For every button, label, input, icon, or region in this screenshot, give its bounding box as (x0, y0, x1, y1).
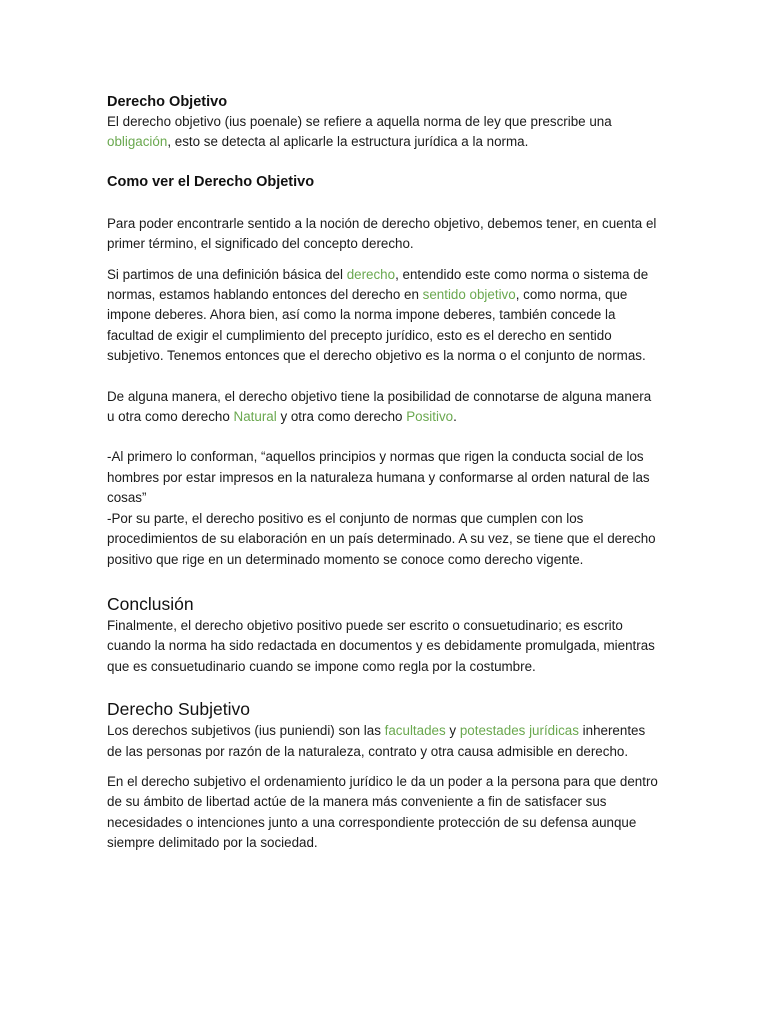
text-span: y otra como derecho (276, 409, 407, 425)
paragraph-como-ver-1: Para poder encontrarle sentido a la noción de derecho objetivo, debemos tener, en cuenta el primer término, el significado del concepto derecho. (107, 215, 657, 252)
text-span: , entendido este como norma o sistema de normas, estamos hablando entonces del derecho en (107, 266, 649, 303)
paragraph-como-ver-2 (107, 265, 662, 367)
paragraph-derecho-objetivo (107, 112, 662, 153)
heading-derecho-subjetivo: Derecho Subjetivo (107, 699, 250, 720)
heading-como-ver: Como ver el Derecho Objetivo (107, 173, 315, 190)
link-potestades-juridicas[interactable]: potestades jurídicas (459, 723, 579, 739)
link-obligacion[interactable]: obligación (107, 134, 168, 150)
text-span: El derecho objetivo (ius poenale) se refiere a aquella norma de ley que prescribe una (107, 114, 612, 129)
text-span: y (445, 723, 460, 739)
text-span: De alguna manera, el derecho objetivo tiene la posibilidad de connotarse de alguna manera u otra como derecho (107, 388, 652, 425)
link-positivo[interactable]: Positivo (406, 409, 454, 425)
paragraph-como-ver-4: -Al primero lo conforman, “aquellos principios y normas que rigen la conducta social de los hombres por estar impresos en la naturaleza humana y conformarse al orden natural de las cosas” (107, 449, 650, 506)
document-page (107, 92, 662, 854)
link-natural[interactable]: Natural (233, 409, 277, 425)
text-span: inherentes de las personas por razón de la naturaleza, contrato y otra causa admisible en derecho. (107, 723, 646, 759)
link-derecho[interactable]: derecho (346, 266, 396, 282)
paragraph-como-ver-5: -Por su parte, el derecho positivo es el conjunto de normas que cumplen con los procedimientos de su elaboración en un país determinado. A su vez, se tiene que el derecho positivo que rige en un determinado momento se conoce como derecho vigente. (107, 510, 656, 567)
text-span: , esto se detecta al aplicarle la estructura jurídica a la norma. (167, 134, 529, 150)
heading-conclusion: Conclusión (107, 593, 194, 614)
text-span: Si partimos de una definición básica del (107, 266, 347, 282)
text-span: , como norma, que impone deberes. Ahora bien, así como la norma impone deberes, también concede la facultad de exigir el cumplimiento del precepto jurídico, esto es el derecho en sentido subjetivo. Tenemos entonces que el derecho objetivo es la norma o el conjunto de normas. (107, 287, 646, 364)
link-facultades[interactable]: facultades (384, 723, 446, 739)
text-span: . (453, 409, 457, 425)
paragraph-como-ver-3 (107, 387, 662, 428)
heading-derecho-objetivo: Derecho Objetivo (107, 94, 228, 110)
paragraph-conclusion: Finalmente, el derecho objetivo positivo puede ser escrito o consuetudinario; es escrito cuando la norma ha sido redactada en documentos y es debidamente promulgada, mientras que es consuetudinario cuando se impone como regla por la costumbre. (107, 617, 655, 674)
paragraph-derecho-subjetivo-2: En el derecho subjetivo el ordenamiento jurídico le da un poder a la persona para que dentro de su ámbito de libertad actúe de la manera más conveniente a fin de satisfacer sus necesidades o intenciones junto a una correspondiente protección de su defensa aunque siempre delimitado por la sociedad. (107, 773, 658, 851)
text-span: Los derechos subjetivos (ius puniendi) son las (107, 723, 385, 739)
paragraph-derecho-subjetivo-1 (107, 721, 662, 762)
link-sentido-objetivo[interactable]: sentido objetivo (422, 287, 516, 303)
